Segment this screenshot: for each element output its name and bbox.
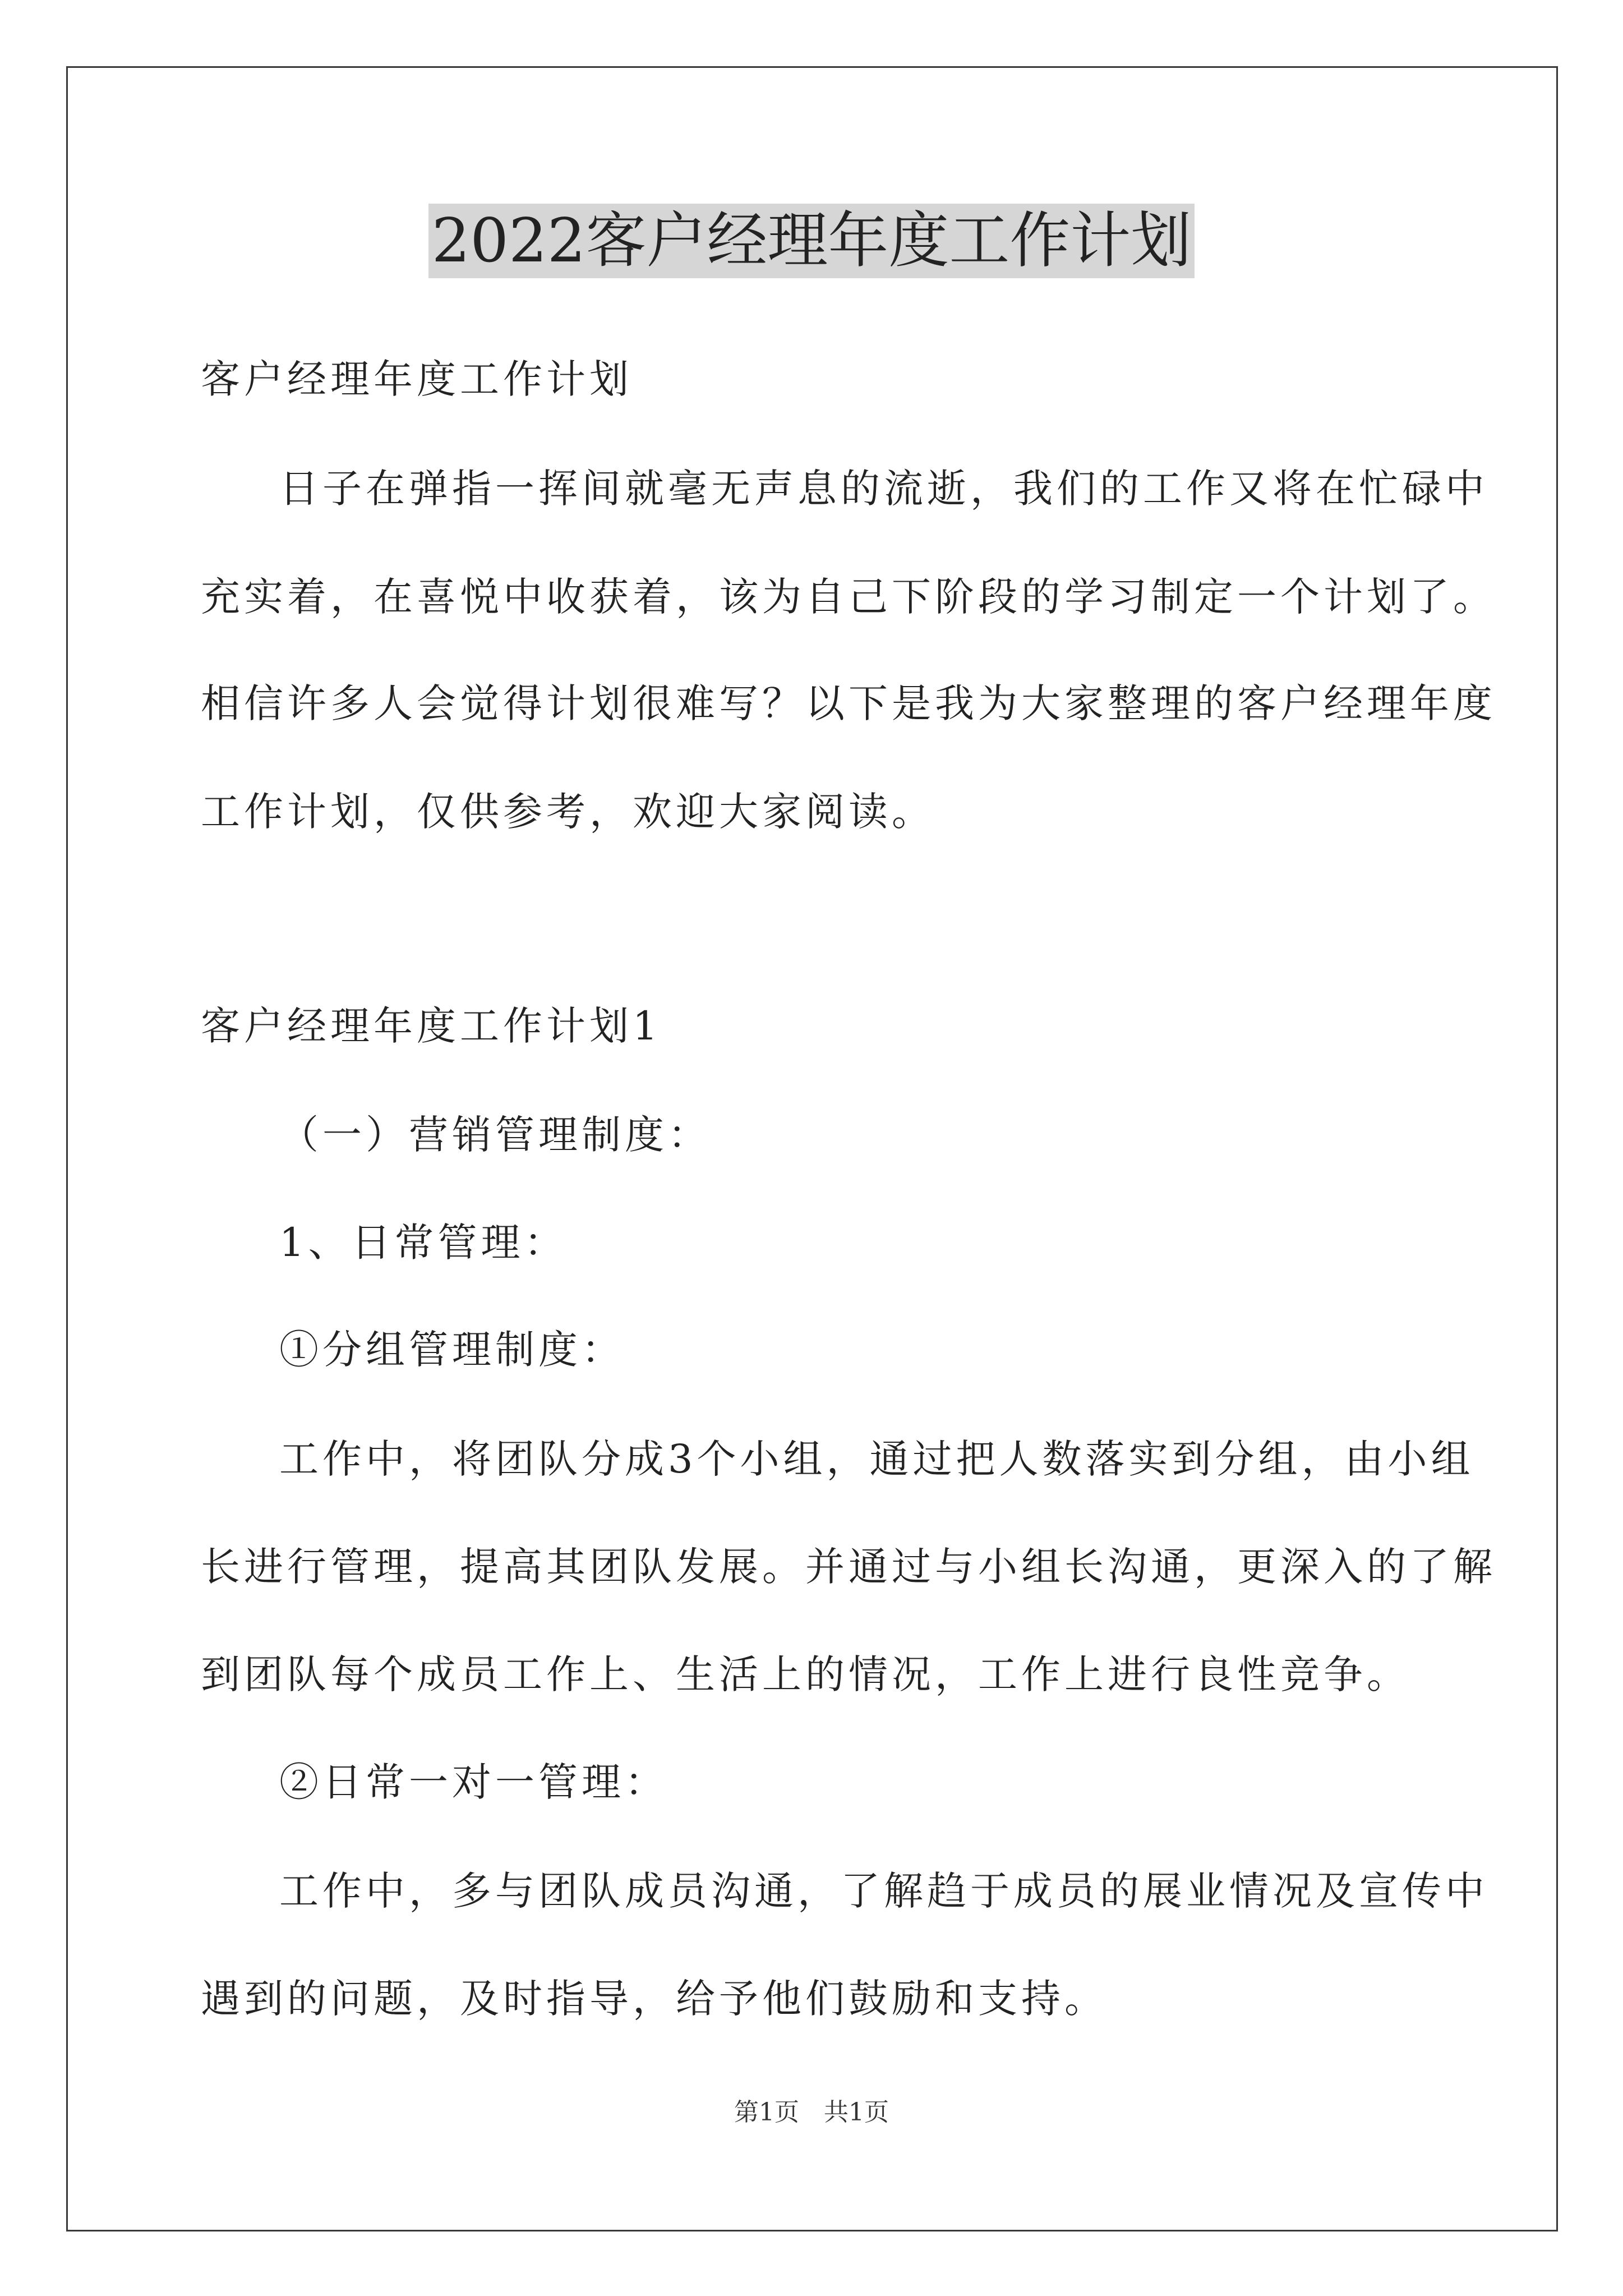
document-subtitle: 客户经理年度工作计划	[201, 356, 633, 402]
point1-line-2: 长进行管理，提高其团队发展。并通过与小组长沟通，更深入的了解	[201, 1544, 1496, 1590]
point2-heading: ②日常一对一管理：	[279, 1759, 668, 1805]
point2-line-2: 遇到的问题，及时指导，给予他们鼓励和支持。	[201, 1976, 1108, 2022]
intro-line-4: 工作计划，仅供参考，欢迎大家阅读。	[201, 789, 935, 835]
document-title-text: 2022客户经理年度工作计划	[428, 204, 1195, 278]
page-number-footer: 第1页 共1页	[734, 2098, 889, 2127]
intro-line-3: 相信许多人会觉得计划很难写？以下是我为大家整理的客户经理年度	[201, 680, 1496, 726]
point2-line-1: 工作中，多与团队成员沟通，了解趋于成员的展业情况及宣传中	[279, 1868, 1488, 1914]
intro-line-1: 日子在弹指一挥间就毫无声息的流逝，我们的工作又将在忙碌中	[279, 466, 1488, 512]
section-heading: 客户经理年度工作计划1	[201, 1003, 662, 1049]
point1-line-1: 工作中，将团队分成3个小组，通过把人数落实到分组，由小组	[279, 1436, 1474, 1482]
sub-heading: （一）营销管理制度：	[279, 1112, 711, 1158]
point1-line-3: 到团队每个成员工作上、生活上的情况，工作上进行良性竞争。	[201, 1651, 1410, 1697]
intro-line-2: 充实着，在喜悦中收获着，该为自己下阶段的学习制定一个计划了。	[201, 574, 1496, 620]
point1-heading: ①分组管理制度：	[279, 1327, 625, 1373]
item-heading: 1、日常管理：	[279, 1220, 568, 1266]
document-title	[0, 202, 1623, 280]
